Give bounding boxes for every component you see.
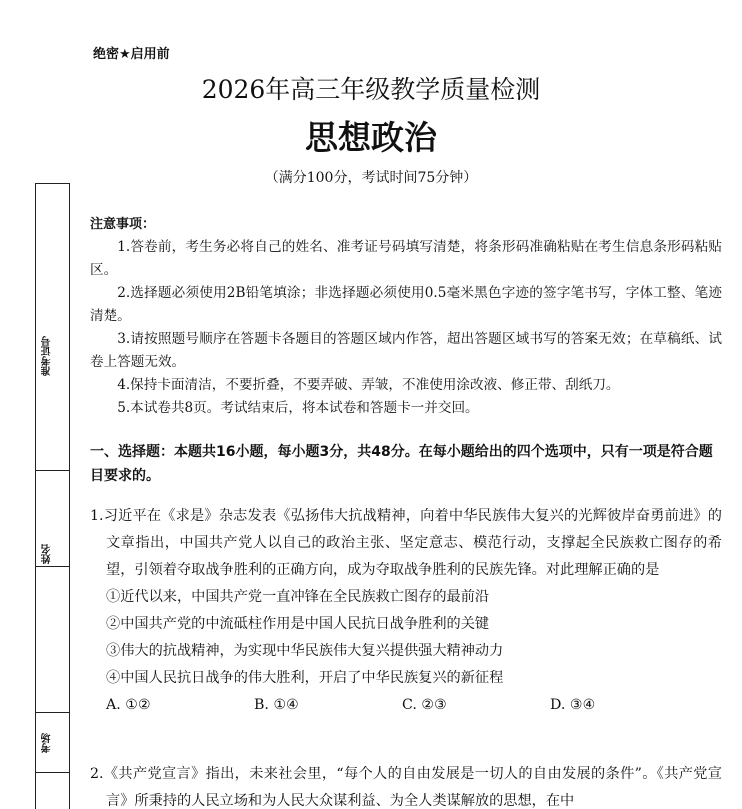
- exam-title: 2026年高三年级教学质量检测: [201, 75, 541, 104]
- notice-item: 4.保持卡面清洁，不要折叠，不要弄破、弄皱，不准使用涂改液、修正带、刮纸刀。: [117, 377, 620, 393]
- binding-divider: [36, 470, 69, 471]
- subject-title: 思想政治: [305, 118, 437, 157]
- statement-3: ③伟大的抗战精神，为实现中华民族伟大复兴提供强大精神动力: [106, 643, 504, 659]
- name-label: 姓名: [42, 544, 53, 564]
- question-text: 2.《共产党宣言》指出，未来社会里，“每个人的自由发展是一切人的自由发展的条件”。《共产党宣言》所秉持的人民立场和为人民大众谋利益、为全人类谋解放的思想，在中: [90, 766, 722, 809]
- notice-item: 3.请按照题号顺序在答题卡各题目的答题区域内作答，超出答题区域书写的答案无效；在草稿纸、试卷上答题无效。: [90, 331, 722, 370]
- choice-b: B. ①④: [254, 697, 299, 713]
- exam-room-label: 考场: [42, 733, 53, 753]
- answer-choices: [90, 692, 722, 719]
- question-text: 1.习近平在《求是》杂志发表《弘扬伟大抗战精神，向着中华民族伟大复兴的光辉彼岸奋勇前进》的文章指出，中国共产党人以自己的政治主张、坚定意志、模范行动，支撑起全民族救亡图存的希望，引领着夺取战争胜利的正确方向，成为夺取战争胜利的民族先锋。对此理解正确的是: [90, 508, 722, 578]
- statement-4: ④中国人民抗日战争的伟大胜利，开启了中华民族复兴的新征程: [106, 670, 504, 686]
- notice-item: 2.选择题必须使用2B铅笔填涂；非选择题必须使用0.5毫米黑色字迹的签字笔书写，字体工整、笔迹清楚。: [90, 285, 722, 324]
- binding-strip: [35, 183, 70, 809]
- confidential-mark: 绝密★启用前: [93, 47, 170, 62]
- section-heading: 一、选择题：本题共16小题，每小题3分，共48分。在每小题给出的四个选项中，只有一项是符合题目要求的。: [90, 444, 713, 484]
- notice-item: 5.本试卷共8页。考试结束后，将本试卷和答题卡一并交回。: [117, 400, 479, 416]
- statement-2: ②中国共产党的中流砥柱作用是中国人民抗日战争胜利的关键: [106, 616, 490, 632]
- choice-c: C. ②③: [402, 697, 447, 713]
- notice-list: [90, 236, 722, 420]
- binding-divider: [36, 566, 69, 567]
- notice-item: 1.答卷前，考生务必将自己的姓名、准考证号码填写清楚，将条形码准确粘贴在考生信息条形码粘贴区。: [90, 239, 722, 278]
- notice-heading: 注意事项：: [90, 217, 156, 232]
- binding-divider: [36, 712, 69, 713]
- choice-a: A. ①②: [106, 697, 151, 713]
- question-2: [90, 761, 722, 809]
- statement-1: ①近代以来，中国共产党一直冲锋在全民族救亡图存的最前沿: [106, 589, 490, 605]
- exam-number-label: 准考证号: [42, 336, 53, 376]
- choice-d: D. ③④: [550, 697, 596, 713]
- score-time-info: （满分100分，考试时间75分钟）: [264, 170, 478, 186]
- binding-divider: [36, 772, 69, 773]
- question-1: [90, 503, 722, 719]
